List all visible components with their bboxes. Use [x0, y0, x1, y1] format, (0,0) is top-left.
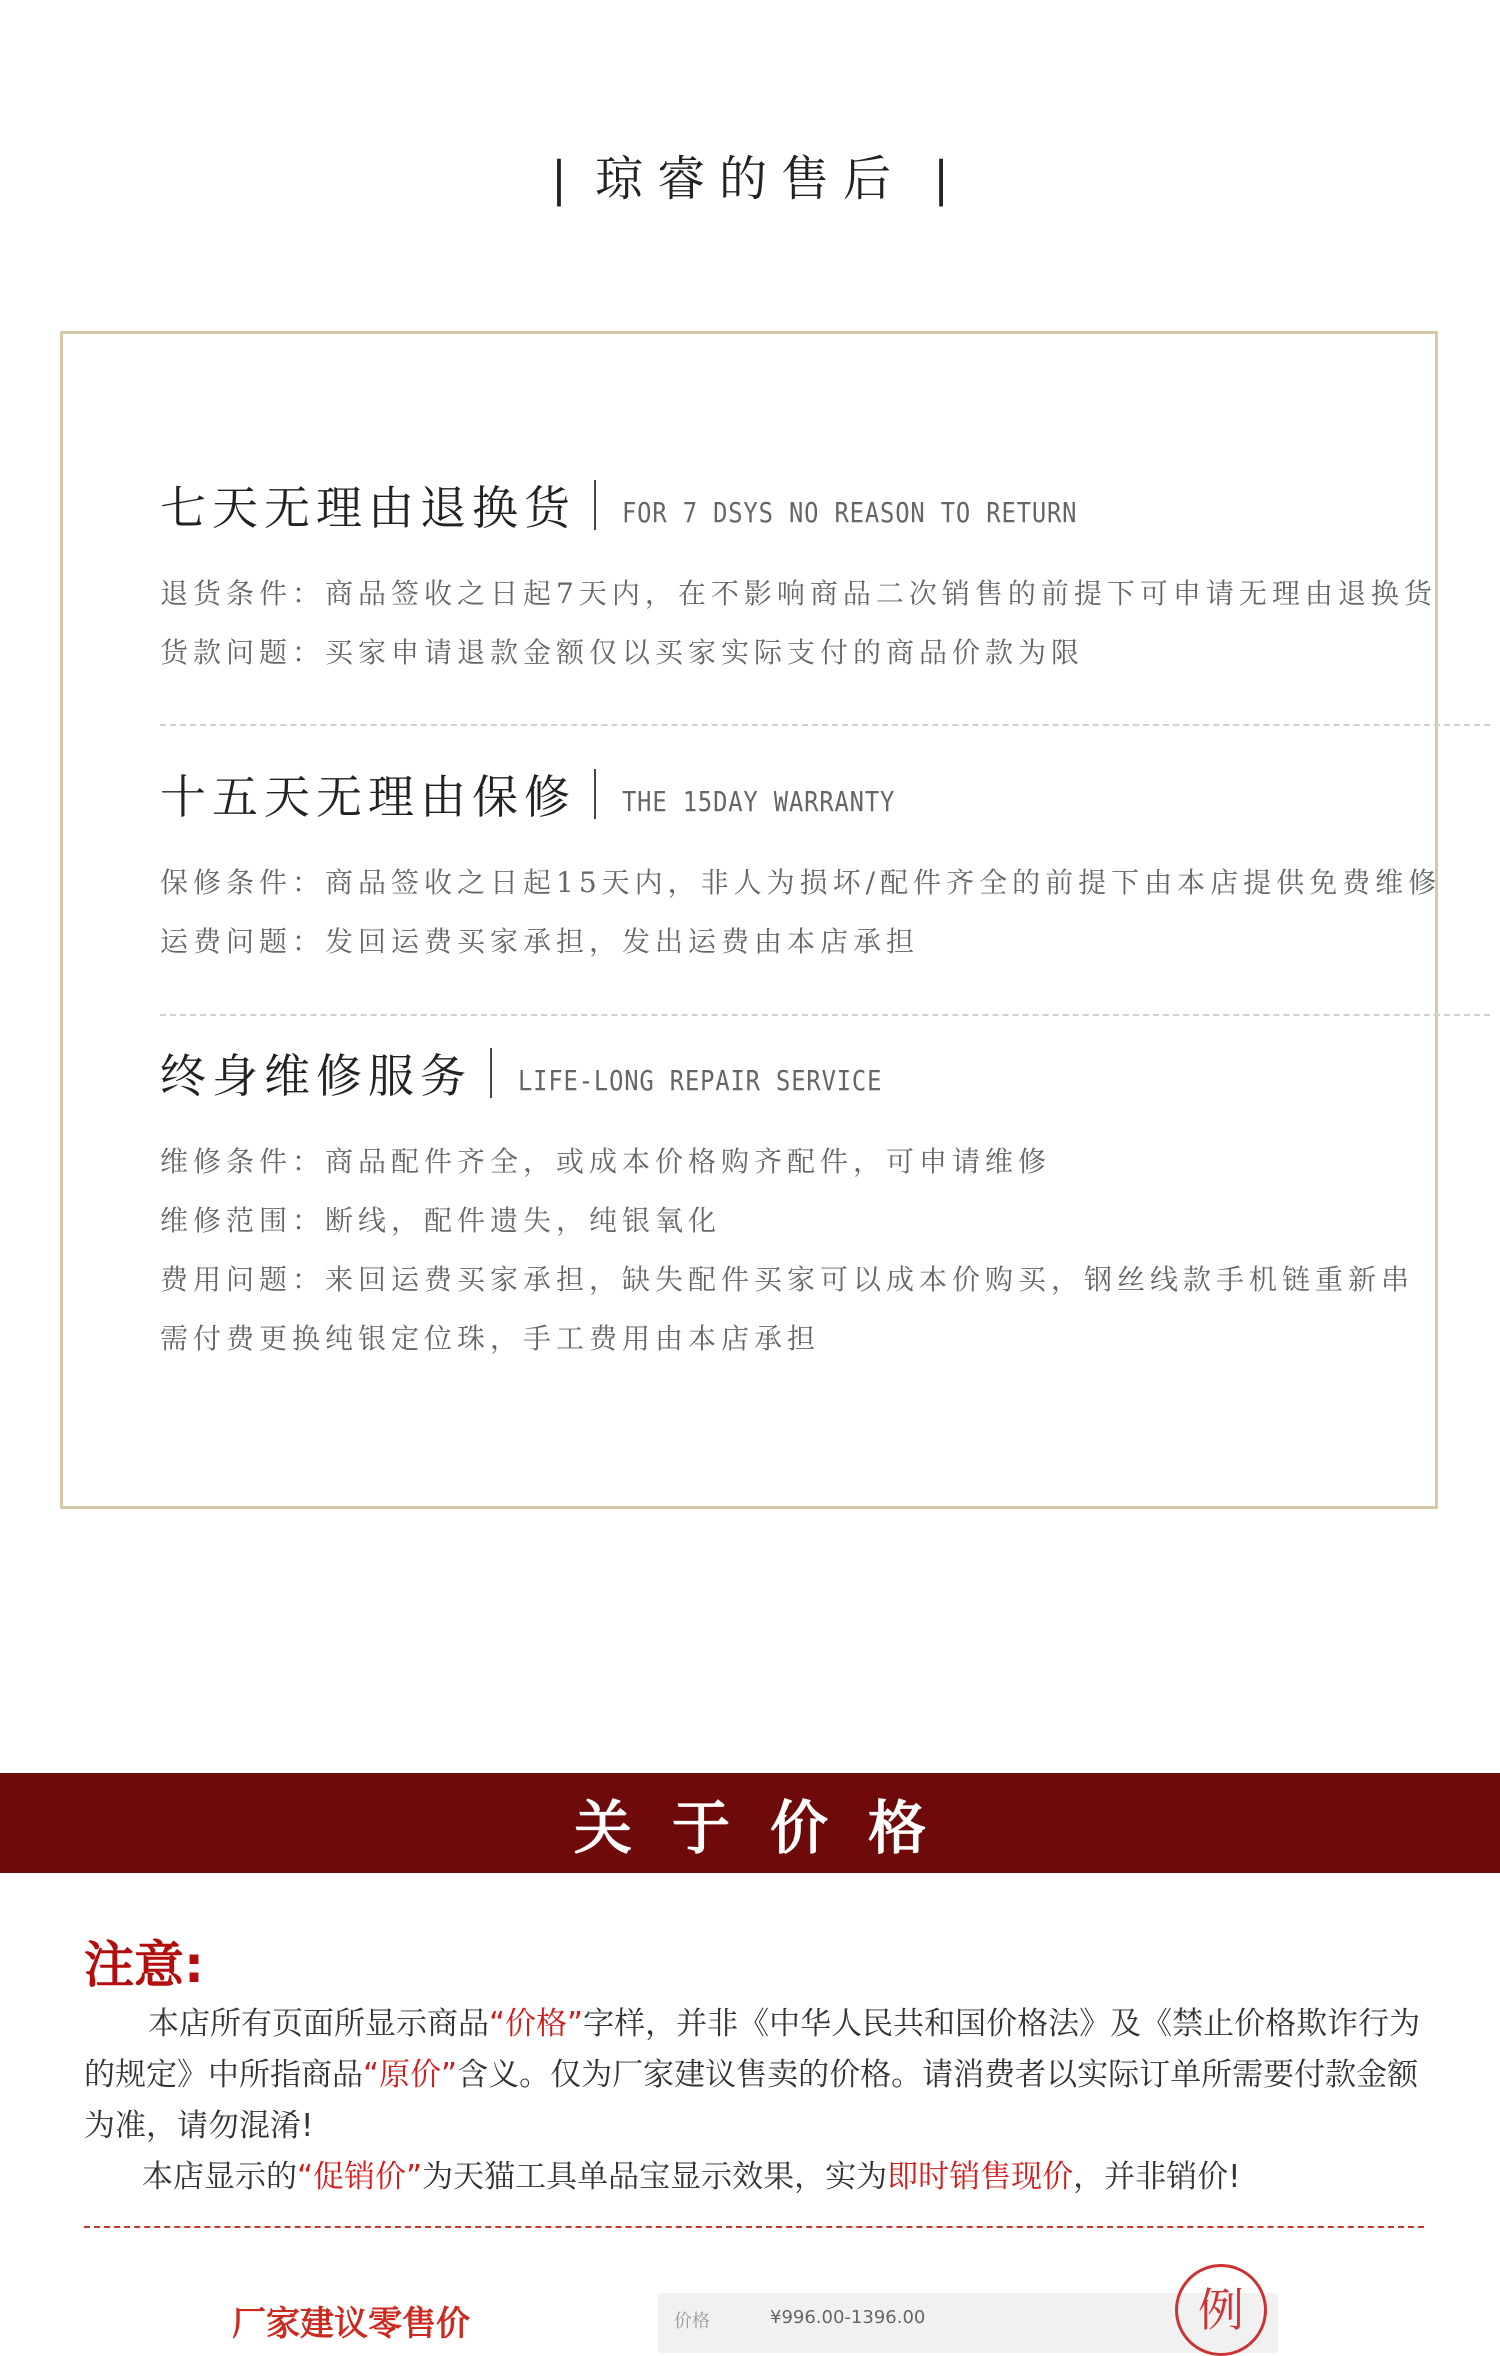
- section-divider: [160, 1014, 1490, 1016]
- page-title-text: 琼睿的售后: [594, 151, 905, 207]
- notice-text: 本店所有页面所显示商品: [148, 2006, 489, 2042]
- section-line: 退货条件：商品签收之日起7天内，在不影响商品二次销售的前提下可申请无理由退换货: [160, 577, 1437, 610]
- section-divider: [160, 724, 1490, 726]
- section-title-en: LIFE-LONG REPAIR SERVICE: [518, 1063, 883, 1097]
- section-line: 货款问题：买家申请退款金额仅以买家实际支付的商品价款为限: [160, 636, 1085, 669]
- notice-text: 字样，并非《中华人民共和国价格法》及《禁止价格欺诈行为的规定》中所指商品: [84, 2006, 1421, 2093]
- section-title-en: THE 15DAY WARRANTY: [622, 784, 896, 818]
- notice-highlight: “价格”: [489, 2006, 584, 2042]
- example-stamp-icon: 例: [1175, 2264, 1267, 2356]
- notice-highlight: “促销价”: [297, 2159, 423, 2195]
- section-line: 费用问题：来回运费买家承担，缺失配件买家可以成本价购买，钢丝线款手机链重新串: [160, 1263, 1415, 1296]
- section-line: 运费问题：发回运费买家承担，发出运费由本店承担: [160, 925, 920, 958]
- example-price-value: ¥996.00-1396.00: [770, 2307, 926, 2328]
- notice-text: ，并非销价!: [1073, 2159, 1241, 2195]
- title-divider: [594, 480, 596, 530]
- notice-highlight: 即时销售现价: [887, 2159, 1074, 2195]
- example-price-key: 价格: [674, 2311, 710, 2332]
- section-line: 保修条件：商品签收之日起15天内，非人为损坏/配件齐全的前提下由本店提供免费维修: [160, 866, 1442, 899]
- notice-divider: [84, 2226, 1424, 2228]
- section-title-repair: [160, 1040, 947, 1106]
- title-divider: [594, 769, 596, 819]
- section-line: 维修范围：断线，配件遗失，纯银氧化: [160, 1204, 722, 1237]
- section-title-warranty: [160, 761, 943, 827]
- page-title: [0, 140, 1500, 209]
- section-title-return: [160, 472, 1158, 538]
- title-bar-left: |: [550, 151, 567, 207]
- section-line: 需付费更换纯银定位珠，手工费用由本店承担: [160, 1322, 821, 1355]
- title-bar-right: |: [933, 151, 950, 207]
- title-divider: [490, 1048, 492, 1098]
- notice-highlight: “原价”: [363, 2057, 458, 2093]
- example-label: 厂家建议零售价: [232, 2304, 470, 2344]
- section-title-en: FOR 7 DSYS NO REASON TO RETURN: [622, 495, 1078, 529]
- price-banner-title: 关于价格: [573, 1794, 966, 1862]
- section-title-cn: 七天无理由退换货: [160, 481, 576, 535]
- notice-paragraph-2: [84, 2152, 1424, 2203]
- section-line: 维修条件：商品配件齐全，或成本价格购齐配件，可申请维修: [160, 1145, 1052, 1178]
- notice-text: 本店显示的: [142, 2159, 297, 2195]
- after-sale-box: [60, 331, 1442, 1509]
- notice-label: 注意:: [84, 1936, 204, 1994]
- section-title-cn: 十五天无理由保修: [160, 770, 576, 824]
- price-banner: [0, 1773, 1500, 1873]
- notice-text: 含义。仅为厂家建议售卖的价格。请消费者以实际订单所需要付款金额为准，请勿混淆!: [84, 2057, 1419, 2144]
- notice-text: 为天猫工具单品宝显示效果，实为: [422, 2159, 888, 2195]
- section-title-cn: 终身维修服务: [160, 1049, 472, 1103]
- notice-paragraph-1: [84, 1999, 1424, 2152]
